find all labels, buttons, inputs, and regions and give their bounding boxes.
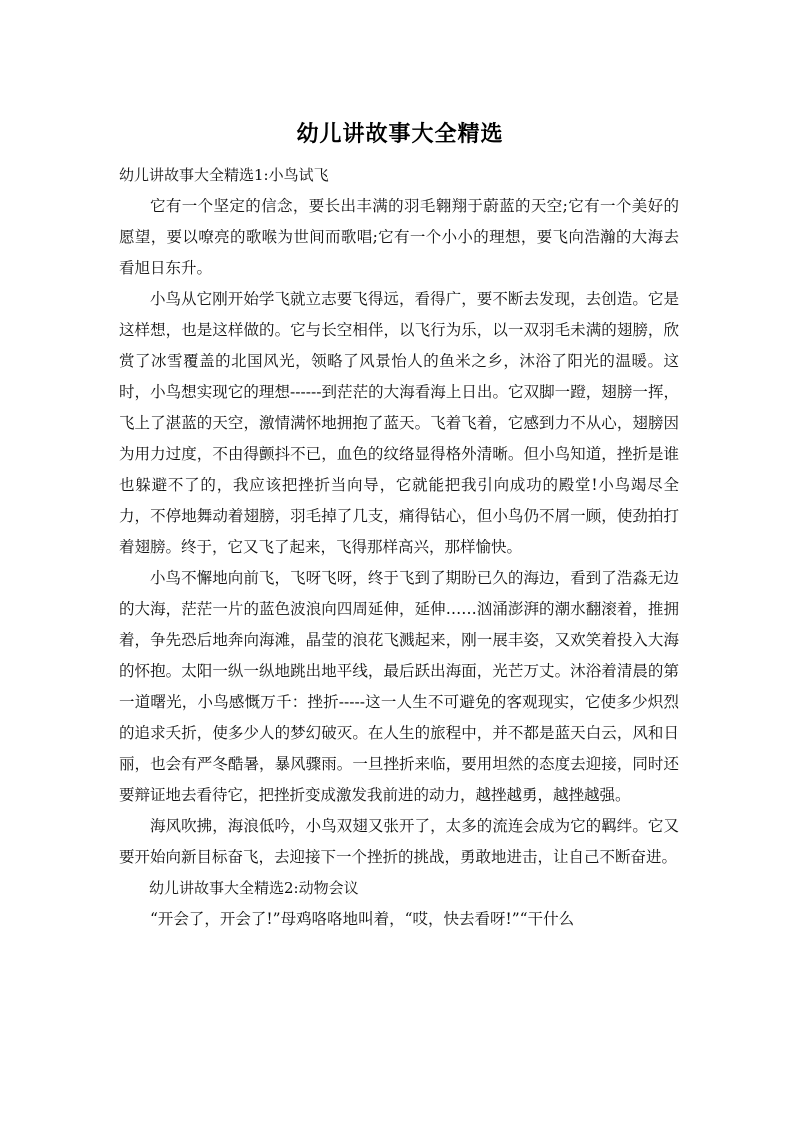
- document-title: 幼儿讲故事大全精选: [296, 122, 504, 147]
- paragraph-1: 它有一个坚定的信念，要长出丰满的羽毛翱翔于蔚蓝的天空;它有一个美好的愿望，要以嘹亮的歌喉为世间而歌唱;它有一个小小的理想，要飞向浩瀚的大海去看旭日东升。: [119, 197, 679, 277]
- section-heading-2: 幼儿讲故事大全精选2:动物会议: [149, 879, 359, 897]
- paragraph-4: 海风吹拂，海浪低吟，小鸟双翅又张开了，太多的流连会成为它的羁绊。它又要开始向新目标奋飞，去迎接下一个挫折的挑战，勇敢地进击，让自己不断奋进。: [119, 817, 679, 866]
- paragraph-3: 小鸟不懈地向前飞，飞呀飞呀，终于飞到了期盼已久的海边，看到了浩淼无边的大海，茫茫一片的蓝色波浪向四周延伸，延伸……汹涌澎湃的潮水翻滚着，推拥着，争先恐后地奔向海滩，晶莹的浪花飞溅起来，刚一展丰姿，又欢笑着投入大海的怀抱。太阳一纵一纵地跳出地平线，最后跃出海面，光芒万丈。沐浴着清晨的第一道曙光，小鸟感慨万千：挫折-----这一人生不可避免的客观现实，它使多少炽烈的追求夭折，使多少人的梦幻破灭。在人生的旅程中，并不都是蓝天白云，风和日丽，也会有严冬酷暑，暴风骤雨。一旦挫折来临，要用坦然的态度去迎接，同时还要辩证地去看待它，把挫折变成激发我前进的动力，越挫越勇，越挫越强。: [119, 569, 679, 804]
- section-heading-1: 幼儿讲故事大全精选1:小鸟试飞: [119, 166, 329, 184]
- paragraph-2: 小鸟从它刚开始学飞就立志要飞得远，看得广，要不断去发现，去创造。它是这样想，也是这样做的。它与长空相伴，以飞行为乐，以一双羽毛未满的翅膀，欣赏了冰雪覆盖的北国风光，领略了风景怡人的鱼米之乡，沐浴了阳光的温暖。这时，小鸟想实现它的理想------到茫茫的大海看海上日出。它双脚一蹬，翅膀一挥，飞上了湛蓝的天空，激情满怀地拥抱了蓝天。飞着飞着，它感到力不从心，翅膀因为用力过度，不由得颤抖不已，血色的纹络显得格外清晰。但小鸟知道，挫折是谁也躲避不了的，我应该把挫折当向导，它就能把我引向成功的殿堂!小鸟竭尽全力，不停地舞动着翅膀，羽毛掉了几支，痛得钻心，但小鸟仍不屑一顾，使劲拍打着翅膀。终于，它又飞了起来，飞得那样高兴，那样愉快。: [119, 290, 679, 556]
- paragraph-5: “开会了，开会了!”母鸡咯咯地叫着，“哎，快去看呀!”“干什么: [150, 910, 575, 928]
- document-body: [119, 160, 679, 935]
